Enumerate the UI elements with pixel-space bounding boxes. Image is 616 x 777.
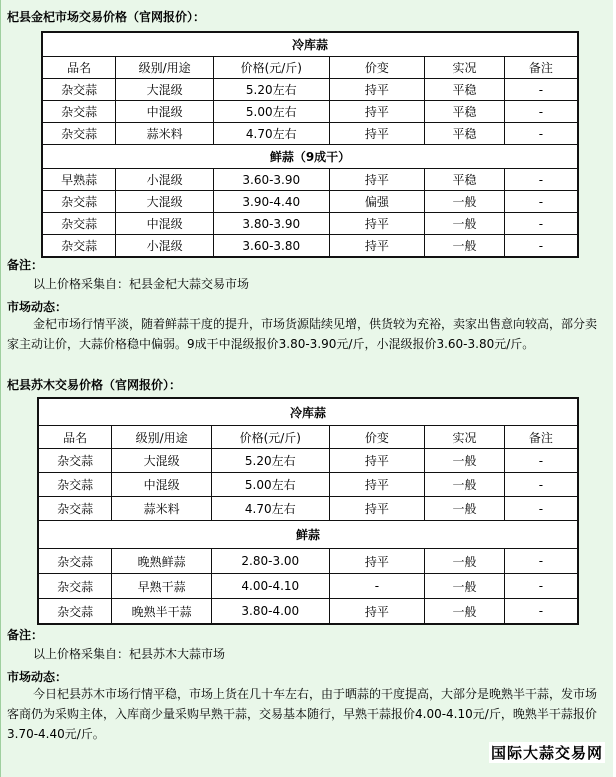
table-cell: 5.20左右 (213, 79, 329, 101)
jinqi-header-row (42, 57, 578, 79)
table-cell: 持平 (329, 101, 425, 123)
table-cell: - (504, 449, 578, 473)
table-cell: - (504, 191, 578, 213)
table-cell: 2.80-3.00 (211, 549, 329, 574)
header-cell: 价变 (329, 57, 425, 79)
table-row (38, 473, 578, 497)
table-cell: 大混级 (116, 79, 214, 101)
sumu-note-label: 备注： (7, 628, 44, 642)
header-cell: 价变 (329, 426, 425, 449)
table-row (42, 213, 578, 235)
table-cell: 4.70左右 (213, 123, 329, 145)
jinqi-market-text: 金杞市场行情平淡，随着鲜蒜干度的提升，市场货源陆续见增，供货较为充裕，卖家出售意向较高，部分卖家主动让价，大蒜价格稳中偏弱。9成干中混级报价3.80-3.90元/斤，小混级报价3.60-3.80元/斤。 (7, 317, 598, 351)
table-row (38, 497, 578, 521)
table-cell: 平稳 (425, 123, 505, 145)
table-cell: 一般 (425, 574, 505, 599)
table-cell: 蒜米料 (112, 497, 212, 521)
header-cell: 价格(元/斤) (213, 57, 329, 79)
sumu-market-text: 今日杞县苏木市场行情平稳，市场上货在几十车左右，由于晒蒜的干度提高，大部分是晚熟半干蒜，发市场客商仍为采购主体，入库商少量采购早熟干蒜，交易基本随行，早熟干蒜报价4.00-4.10元/斤，晚熟半干蒜报价3.70-4.40元/斤。 (7, 687, 598, 741)
table-cell: 持平 (329, 473, 425, 497)
header-cell: 实况 (425, 57, 505, 79)
table-cell: 大混级 (116, 191, 214, 213)
jinqi-title: 杞县金杞市场交易价格（官网报价）： (7, 10, 206, 24)
table-row (42, 123, 578, 145)
table-cell: 持平 (329, 235, 425, 258)
table-row (42, 169, 578, 191)
table-cell: 杂交蒜 (38, 473, 112, 497)
table-cell: 中混级 (112, 473, 212, 497)
jinqi-price-table (41, 31, 579, 258)
table-cell: 持平 (329, 79, 425, 101)
sumu-price-table (37, 397, 579, 625)
table-cell: 一般 (425, 497, 505, 521)
table-cell: - (504, 101, 578, 123)
table-row (42, 101, 578, 123)
table-cell: 中混级 (116, 213, 214, 235)
table-cell: - (504, 79, 578, 101)
jinqi-note-text: 以上价格采集自：杞县金杞大蒜交易市场 (33, 277, 250, 291)
table-cell: 杂交蒜 (42, 101, 116, 123)
header-cell: 实况 (425, 426, 505, 449)
table-cell: 杂交蒜 (38, 449, 112, 473)
table-cell: - (504, 213, 578, 235)
header-cell: 备注 (504, 426, 578, 449)
sumu-section-fresh: 鲜蒜 (38, 521, 578, 549)
table-cell: - (504, 473, 578, 497)
table-cell: 偏强 (329, 191, 425, 213)
table-cell: - (329, 574, 425, 599)
table-cell: 持平 (329, 549, 425, 574)
table-row (38, 549, 578, 574)
table-row (38, 599, 578, 625)
table-cell: 晚熟鲜蒜 (112, 549, 212, 574)
sumu-note-text: 以上价格采集自：杞县苏木大蒜市场 (33, 647, 226, 661)
header-cell: 品名 (38, 426, 112, 449)
table-cell: - (504, 169, 578, 191)
table-cell: 3.90-4.40 (213, 191, 329, 213)
table-cell: 4.00-4.10 (211, 574, 329, 599)
table-cell: 一般 (425, 549, 505, 574)
jinqi-market-label: 市场动态： (7, 300, 68, 314)
table-cell: 早熟蒜 (42, 169, 116, 191)
table-cell: 杂交蒜 (42, 123, 116, 145)
sumu-market-label: 市场动态： (7, 670, 68, 684)
table-cell: 平稳 (425, 101, 505, 123)
table-cell: - (504, 599, 578, 625)
header-cell: 级别/用途 (116, 57, 214, 79)
table-cell: 一般 (425, 449, 505, 473)
table-cell: - (504, 123, 578, 145)
table-cell: 蒜米料 (116, 123, 214, 145)
table-cell: 一般 (425, 191, 505, 213)
table-cell: 5.20左右 (211, 449, 329, 473)
brand-watermark: 国际大蒜交易网 (490, 744, 603, 762)
table-cell: - (504, 549, 578, 574)
table-cell: 小混级 (116, 169, 214, 191)
table-cell: 3.80-4.00 (211, 599, 329, 625)
table-cell: 小混级 (116, 235, 214, 258)
table-row (42, 79, 578, 101)
table-cell: 持平 (329, 123, 425, 145)
table-cell: - (504, 497, 578, 521)
table-cell: - (504, 235, 578, 258)
table-cell: 持平 (329, 599, 425, 625)
header-cell: 品名 (42, 57, 116, 79)
jinqi-note-label: 备注： (7, 258, 44, 272)
table-cell: 3.60-3.90 (213, 169, 329, 191)
table-cell: 持平 (329, 169, 425, 191)
table-cell: 杂交蒜 (38, 497, 112, 521)
table-cell: 杂交蒜 (38, 549, 112, 574)
sumu-section-cold: 冷库蒜 (38, 398, 578, 426)
table-cell: 一般 (425, 213, 505, 235)
table-cell: - (504, 574, 578, 599)
table-cell: 杂交蒜 (38, 574, 112, 599)
table-cell: 杂交蒜 (42, 191, 116, 213)
table-cell: 杂交蒜 (42, 235, 116, 258)
table-cell: 一般 (425, 599, 505, 625)
table-cell: 早熟干蒜 (112, 574, 212, 599)
table-cell: 持平 (329, 213, 425, 235)
table-cell: 持平 (329, 497, 425, 521)
table-cell: 平稳 (425, 169, 505, 191)
table-cell: 一般 (425, 473, 505, 497)
jinqi-section-fresh: 鲜蒜（9成干） (42, 145, 578, 169)
table-cell: 5.00左右 (213, 101, 329, 123)
table-cell: 3.80-3.90 (213, 213, 329, 235)
table-row (38, 449, 578, 473)
table-cell: 杂交蒜 (42, 79, 116, 101)
jinqi-section-cold: 冷库蒜 (42, 32, 578, 57)
header-cell: 价格(元/斤) (211, 426, 329, 449)
table-cell: 5.00左右 (211, 473, 329, 497)
sumu-header-row (38, 426, 578, 449)
table-cell: 平稳 (425, 79, 505, 101)
table-cell: 4.70左右 (211, 497, 329, 521)
table-cell: 杂交蒜 (38, 599, 112, 625)
table-row (42, 235, 578, 258)
header-cell: 级别/用途 (112, 426, 212, 449)
table-cell: 一般 (425, 235, 505, 258)
table-cell: 大混级 (112, 449, 212, 473)
header-cell: 备注 (504, 57, 578, 79)
table-cell: 3.60-3.80 (213, 235, 329, 258)
table-cell: 中混级 (116, 101, 214, 123)
table-cell: 持平 (329, 449, 425, 473)
table-row (42, 191, 578, 213)
sumu-title: 杞县苏木交易价格（官网报价）： (7, 378, 182, 392)
table-cell: 晚熟半干蒜 (112, 599, 212, 625)
table-cell: 杂交蒜 (42, 213, 116, 235)
table-row (38, 574, 578, 599)
